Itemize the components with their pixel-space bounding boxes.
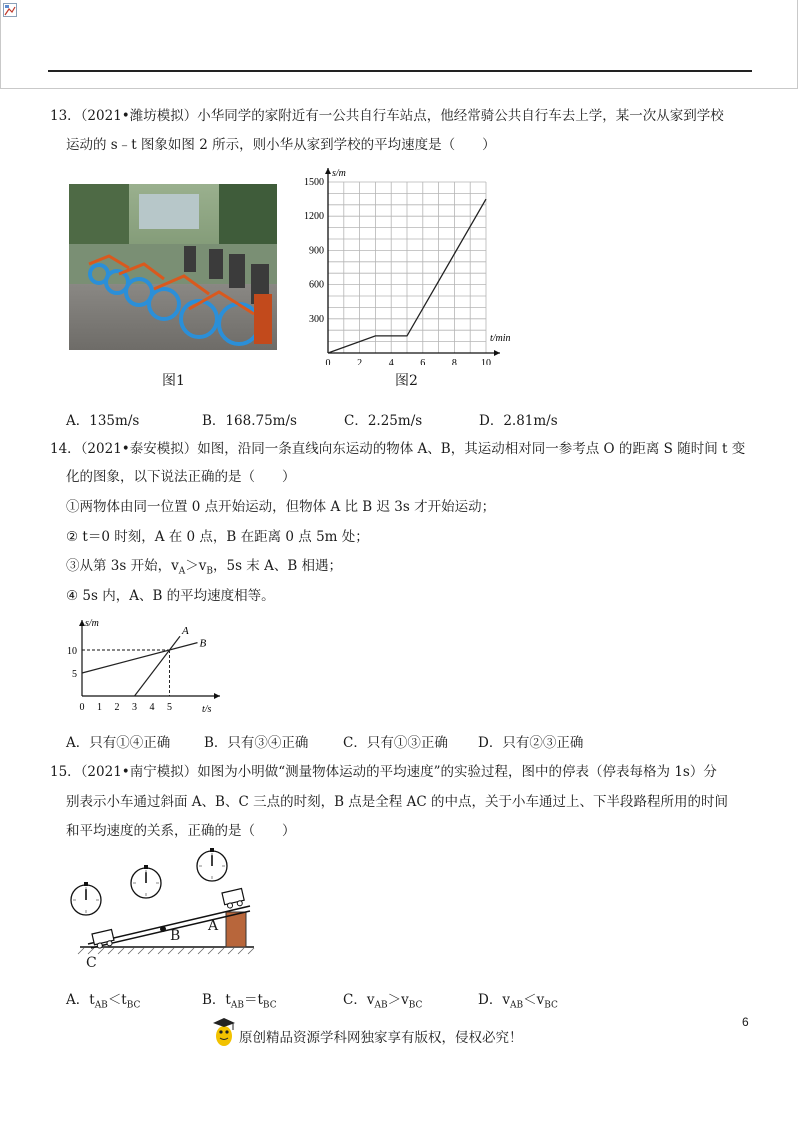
q15-option-a[interactable]: A．$t_{AB}<t_{BC}$ xyxy=(66,992,141,1011)
x-tick-label: 8 xyxy=(451,358,457,365)
x-tick-label: 0 xyxy=(325,358,331,365)
mascot-icon xyxy=(211,1016,237,1048)
q14-option-a[interactable]: A．只有①④正确 xyxy=(66,735,171,751)
broken-image-icon xyxy=(3,2,17,16)
q15-line2: 别表示小车通过斜面 A、B、C 三点的时刻，B 点是全程 AC 的中点，关于小车通过上、下半段路程所用的时间 xyxy=(66,794,728,810)
q14-statement-3: ③从第 3s 开始，$v_A>v_B$，5s 末 A、B 相遇； xyxy=(66,558,343,577)
q14-statement-2: ② t＝0 时刻，A 在 0 点，B 在距离 0 点 5m 处； xyxy=(66,529,369,545)
x-tick-label: 4 xyxy=(149,702,155,713)
fig2-caption: 图2 xyxy=(395,373,418,389)
q13-option-a[interactable]: A．135m/s xyxy=(66,413,140,429)
st-chart-fig2 xyxy=(298,160,528,365)
y-axis-label: s/m xyxy=(332,168,346,179)
incline-label-c: C xyxy=(86,955,97,971)
x-axis-label: t/min xyxy=(490,333,511,344)
series-label-a: A xyxy=(182,625,189,638)
page-number: 6 xyxy=(742,1015,749,1029)
q14-statement-4: ④ 5s 内，A、B 的平均速度相等。 xyxy=(66,588,275,604)
st-chart-q14 xyxy=(62,612,237,720)
fig1-caption: 图1 xyxy=(162,373,185,389)
y-axis-label: s/m xyxy=(85,618,99,629)
series-label-b: B xyxy=(199,637,207,650)
y-tick-label: 5 xyxy=(72,669,77,680)
q15-line1: 15．（2021•南宁模拟）如图为小明做“测量物体运动的平均速度”的实验过程，图中的停表（停表每格为 1s）分 xyxy=(50,764,717,780)
q15-option-b[interactable]: B．$t_{AB}=t_{BC}$ xyxy=(202,992,277,1011)
x-tick-label: 0 xyxy=(79,702,85,713)
q14-option-d[interactable]: D．只有②③正确 xyxy=(478,735,584,751)
q15-option-d[interactable]: D．$v_{AB}<v_{BC}$ xyxy=(478,992,558,1011)
q13-line2: 运动的 s﹣t 图象如图 2 所示，则小华从家到学校的平均速度是（ ） xyxy=(66,137,496,153)
y-tick-label: 300 xyxy=(309,313,324,325)
q13-option-d[interactable]: D．2.81m/s xyxy=(479,413,558,429)
y-tick-label: 600 xyxy=(309,279,324,291)
x-axis-label: t/s xyxy=(202,704,212,715)
q14-option-c[interactable]: C．只有①③正确 xyxy=(343,735,448,751)
copyright-notice: 原创精品资源学科网独家享有版权，侵权必究！ xyxy=(239,1030,523,1046)
incline-label-a: A xyxy=(208,918,219,934)
x-tick-label: 3 xyxy=(132,702,137,713)
cart-top xyxy=(222,889,245,910)
x-tick-label: 1 xyxy=(97,702,102,713)
y-tick-label: 900 xyxy=(309,245,324,257)
y-tick-label: 1200 xyxy=(304,211,324,223)
x-tick-label: 2 xyxy=(357,358,363,365)
q13-line1: 13．（2021•潍坊模拟）小华同学的家附近有一公共自行车站点，他经常骑公共自行车去上学，某一次从家到学校 xyxy=(50,108,724,124)
page-header-frame xyxy=(0,0,798,89)
incline-label-b: B xyxy=(170,928,181,944)
x-tick-label: 5 xyxy=(167,702,172,713)
series-line-b xyxy=(82,643,198,673)
y-axis-arrow xyxy=(325,168,331,174)
q14-option-b[interactable]: B．只有③④正确 xyxy=(204,735,309,751)
q15-option-c[interactable]: C．$v_{AB}>v_{BC}$ xyxy=(343,992,423,1011)
x-axis-arrow xyxy=(214,693,220,699)
q14-statement-1: ①两物体由同一位置 0 点开始运动，但物体 A 比 B 迟 3s 才开始运动； xyxy=(66,499,496,515)
q14-line2: 化的图象，以下说法正确的是（ ） xyxy=(66,469,296,485)
x-tick-label: 10 xyxy=(481,358,491,365)
q13-option-b[interactable]: B．168.75m/s xyxy=(202,413,297,429)
x-axis-arrow xyxy=(494,350,500,356)
series-line-a xyxy=(135,636,181,696)
q14-line1: 14．（2021•泰安模拟）如图，沿同一条直线向东运动的物体 A、B，其运动相对同一参考点 O 的距离 S 随时间 t 变 xyxy=(50,441,746,457)
q15-line3: 和平均速度的关系，正确的是（ ） xyxy=(66,823,296,839)
q13-option-c[interactable]: C．2.25m/s xyxy=(344,413,423,429)
y-tick-label: 10 xyxy=(67,646,77,657)
x-tick-label: 6 xyxy=(420,358,426,365)
header-rule xyxy=(48,70,752,72)
y-tick-label: 1500 xyxy=(304,177,324,188)
bicycle-photo xyxy=(69,184,277,350)
x-tick-label: 4 xyxy=(388,358,394,365)
x-tick-label: 2 xyxy=(114,702,120,713)
cart-bottom xyxy=(92,930,115,950)
